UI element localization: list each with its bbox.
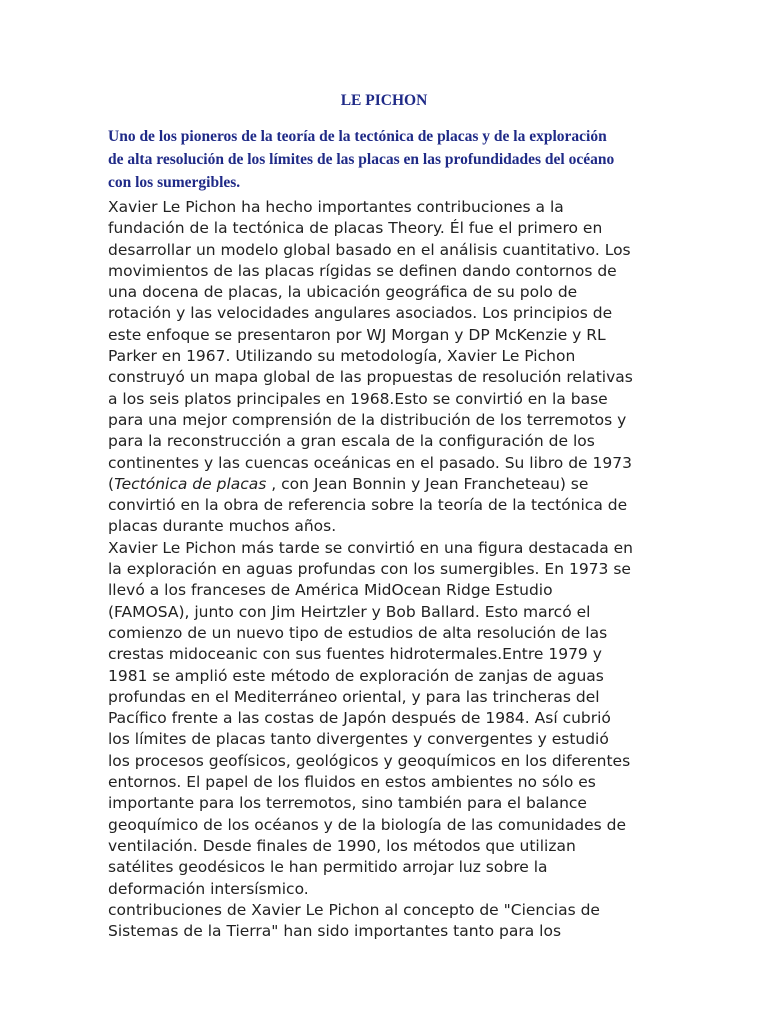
- body-line: 1981 se amplió este método de exploración de zanjas de aguas: [108, 666, 604, 685]
- body-line: contribuciones de Xavier Le Pichon al concepto de "Ciencias de: [108, 900, 600, 919]
- body-line: para una mejor comprensión de la distribución de los terremotos y: [108, 410, 627, 429]
- body-line: placas durante muchos años.: [108, 517, 337, 536]
- book-title-rest: , con Jean Bonnin y Jean Francheteau) se: [266, 474, 589, 493]
- body-line: geoquímico de los océanos y de la biología de las comunidades de: [108, 815, 626, 834]
- body-line: movimientos de las placas rígidas se definen dando contornos de: [108, 261, 617, 280]
- body-line: entornos. El papel de los fluidos en estos ambientes no sólo es: [108, 773, 596, 792]
- body-line: desarrollar un modelo global basado en el análisis cuantitativo. Los: [108, 240, 631, 259]
- page-title: LE PICHON: [340, 92, 428, 109]
- body-line: (FAMOSA), junto con Jim Heirtzler y Bob Ballard. Esto marcó el: [108, 602, 591, 621]
- body-line: Xavier Le Pichon más tarde se convirtió en una figura destacada en: [108, 538, 633, 557]
- body-line: Sistemas de la Tierra" han sido importantes tanto para los: [108, 922, 562, 941]
- body-line: llevó a los franceses de América MidOcean Ridge Estudio: [108, 581, 553, 600]
- subtitle-line: con los sumergibles.: [108, 174, 241, 191]
- subtitle-line: Uno de los pioneros de la teoría de la tectónica de placas y de la exploración: [108, 128, 607, 145]
- body-line: satélites geodésicos le han permitido arrojar luz sobre la: [108, 858, 548, 877]
- body-line: Xavier Le Pichon ha hecho importantes contribuciones a la: [108, 198, 564, 216]
- body-line: la exploración en aguas profundas con los sumergibles. En 1973 se: [108, 560, 631, 579]
- body-line: fundación de la tectónica de placas Theory. Él fue el primero en: [108, 219, 603, 238]
- body-line: continentes y las cuencas oceánicas en el pasado. Su libro de 1973: [108, 453, 632, 472]
- body-text: [108, 197, 668, 942]
- body-line: crestas midoceanic con sus fuentes hidrotermales.Entre 1979 y: [108, 645, 602, 664]
- body-line: para la reconstrucción a gran escala de la configuración de los: [108, 432, 595, 451]
- body-line: a los seis platos principales en 1968.Esto se convirtió en la base: [108, 389, 608, 408]
- body-line: importante para los terremotos, sino también para el balance: [108, 794, 587, 813]
- body-line: los límites de placas tanto divergentes y convergentes y estudió: [108, 730, 609, 749]
- body-line-book-title: [108, 474, 668, 495]
- body-line: este enfoque se presentaron por WJ Morgan y DP McKenzie y RL: [108, 325, 606, 344]
- body-line: comienzo de un nuevo tipo de estudios de alta resolución de las: [108, 623, 608, 642]
- open-paren: (: [108, 474, 115, 493]
- body-line: deformación intersísmico.: [108, 879, 309, 898]
- body-line: los procesos geofísicos, geológicos y geoquímicos en los diferentes: [108, 751, 631, 770]
- book-title: Tectónica de placas: [114, 474, 267, 493]
- subtitle: [108, 125, 658, 194]
- body-line: Parker en 1967. Utilizando su metodología, Xavier Le Pichon: [108, 347, 576, 366]
- body-line: convirtió en la obra de referencia sobre la teoría de la tectónica de: [108, 496, 628, 515]
- body-line: una docena de placas, la ubicación geográfica de su polo de: [108, 283, 578, 302]
- body-line: ventilación. Desde finales de 1990, los métodos que utilizan: [108, 836, 576, 855]
- subtitle-line: de alta resolución de los límites de las placas en las profundidades del océano: [108, 151, 615, 168]
- body-line: construyó un mapa global de las propuestas de resolución relativas: [108, 368, 633, 387]
- body-line: Pacífico frente a las costas de Japón después de 1984. Así cubrió: [108, 709, 611, 728]
- body-line: profundas en el Mediterráneo oriental, y para las trincheras del: [108, 687, 600, 706]
- body-line: rotación y las velocidades angulares asociados. Los principios de: [108, 304, 613, 323]
